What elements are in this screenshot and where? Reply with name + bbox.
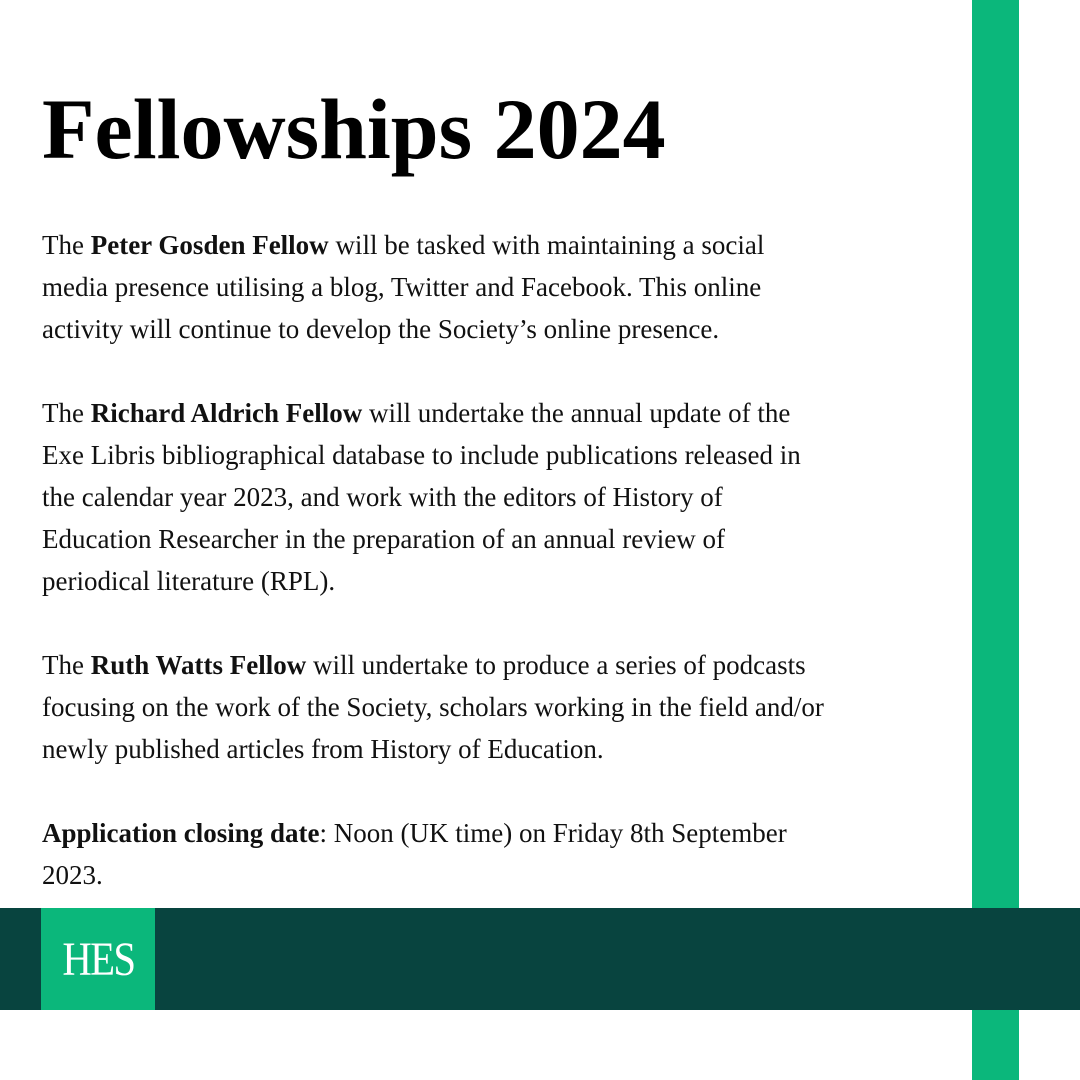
text-line xyxy=(42,812,962,854)
text: 2023. xyxy=(42,860,103,890)
text-line xyxy=(42,518,962,560)
text: media presence utilising a blog, Twitter and Facebook. This online xyxy=(42,272,762,302)
text: The xyxy=(42,230,91,260)
bold-text: Application closing date xyxy=(42,818,320,848)
hes-logo xyxy=(41,908,155,1010)
text-line xyxy=(42,392,962,434)
paragraph xyxy=(42,224,962,350)
page-title: Fellowships 2024 xyxy=(42,81,666,177)
text: newly published articles from History of Education. xyxy=(42,734,604,764)
text: Exe Libris bibliographical database to include publications released in xyxy=(42,440,801,470)
bold-text: Peter Gosden Fellow xyxy=(90,230,329,260)
text-line xyxy=(42,728,962,770)
text-line xyxy=(42,686,962,728)
text: The xyxy=(42,398,91,428)
paragraph xyxy=(42,812,962,896)
text-line xyxy=(42,644,962,686)
footer-band xyxy=(0,908,1080,1010)
text: activity will continue to develop the Society’s online presence. xyxy=(42,314,720,344)
hes-logo-text: HES xyxy=(62,932,134,986)
bold-text: Ruth Watts Fellow xyxy=(90,650,307,680)
text-line xyxy=(42,434,962,476)
text: focusing on the work of the Society, scholars working in the field and/or xyxy=(42,692,824,722)
text: : Noon (UK time) on Friday 8th September xyxy=(319,818,787,848)
text-line xyxy=(42,560,962,602)
text: Education Researcher in the preparation of an annual review of xyxy=(42,524,725,554)
text: the calendar year 2023, and work with the editors of History of xyxy=(42,482,723,512)
text-line xyxy=(42,224,962,266)
text-line xyxy=(42,308,962,350)
text-line xyxy=(42,854,962,896)
body-content xyxy=(42,224,962,938)
paragraph xyxy=(42,392,962,602)
text: The xyxy=(42,650,91,680)
paragraph xyxy=(42,644,962,770)
text-line xyxy=(42,266,962,308)
text: will undertake the annual update of the xyxy=(362,398,791,428)
text: will undertake to produce a series of podcasts xyxy=(306,650,806,680)
text: periodical literature (RPL). xyxy=(42,566,336,596)
text-line xyxy=(42,476,962,518)
bold-text: Richard Aldrich Fellow xyxy=(90,398,363,428)
text: will be tasked with maintaining a social xyxy=(328,230,765,260)
